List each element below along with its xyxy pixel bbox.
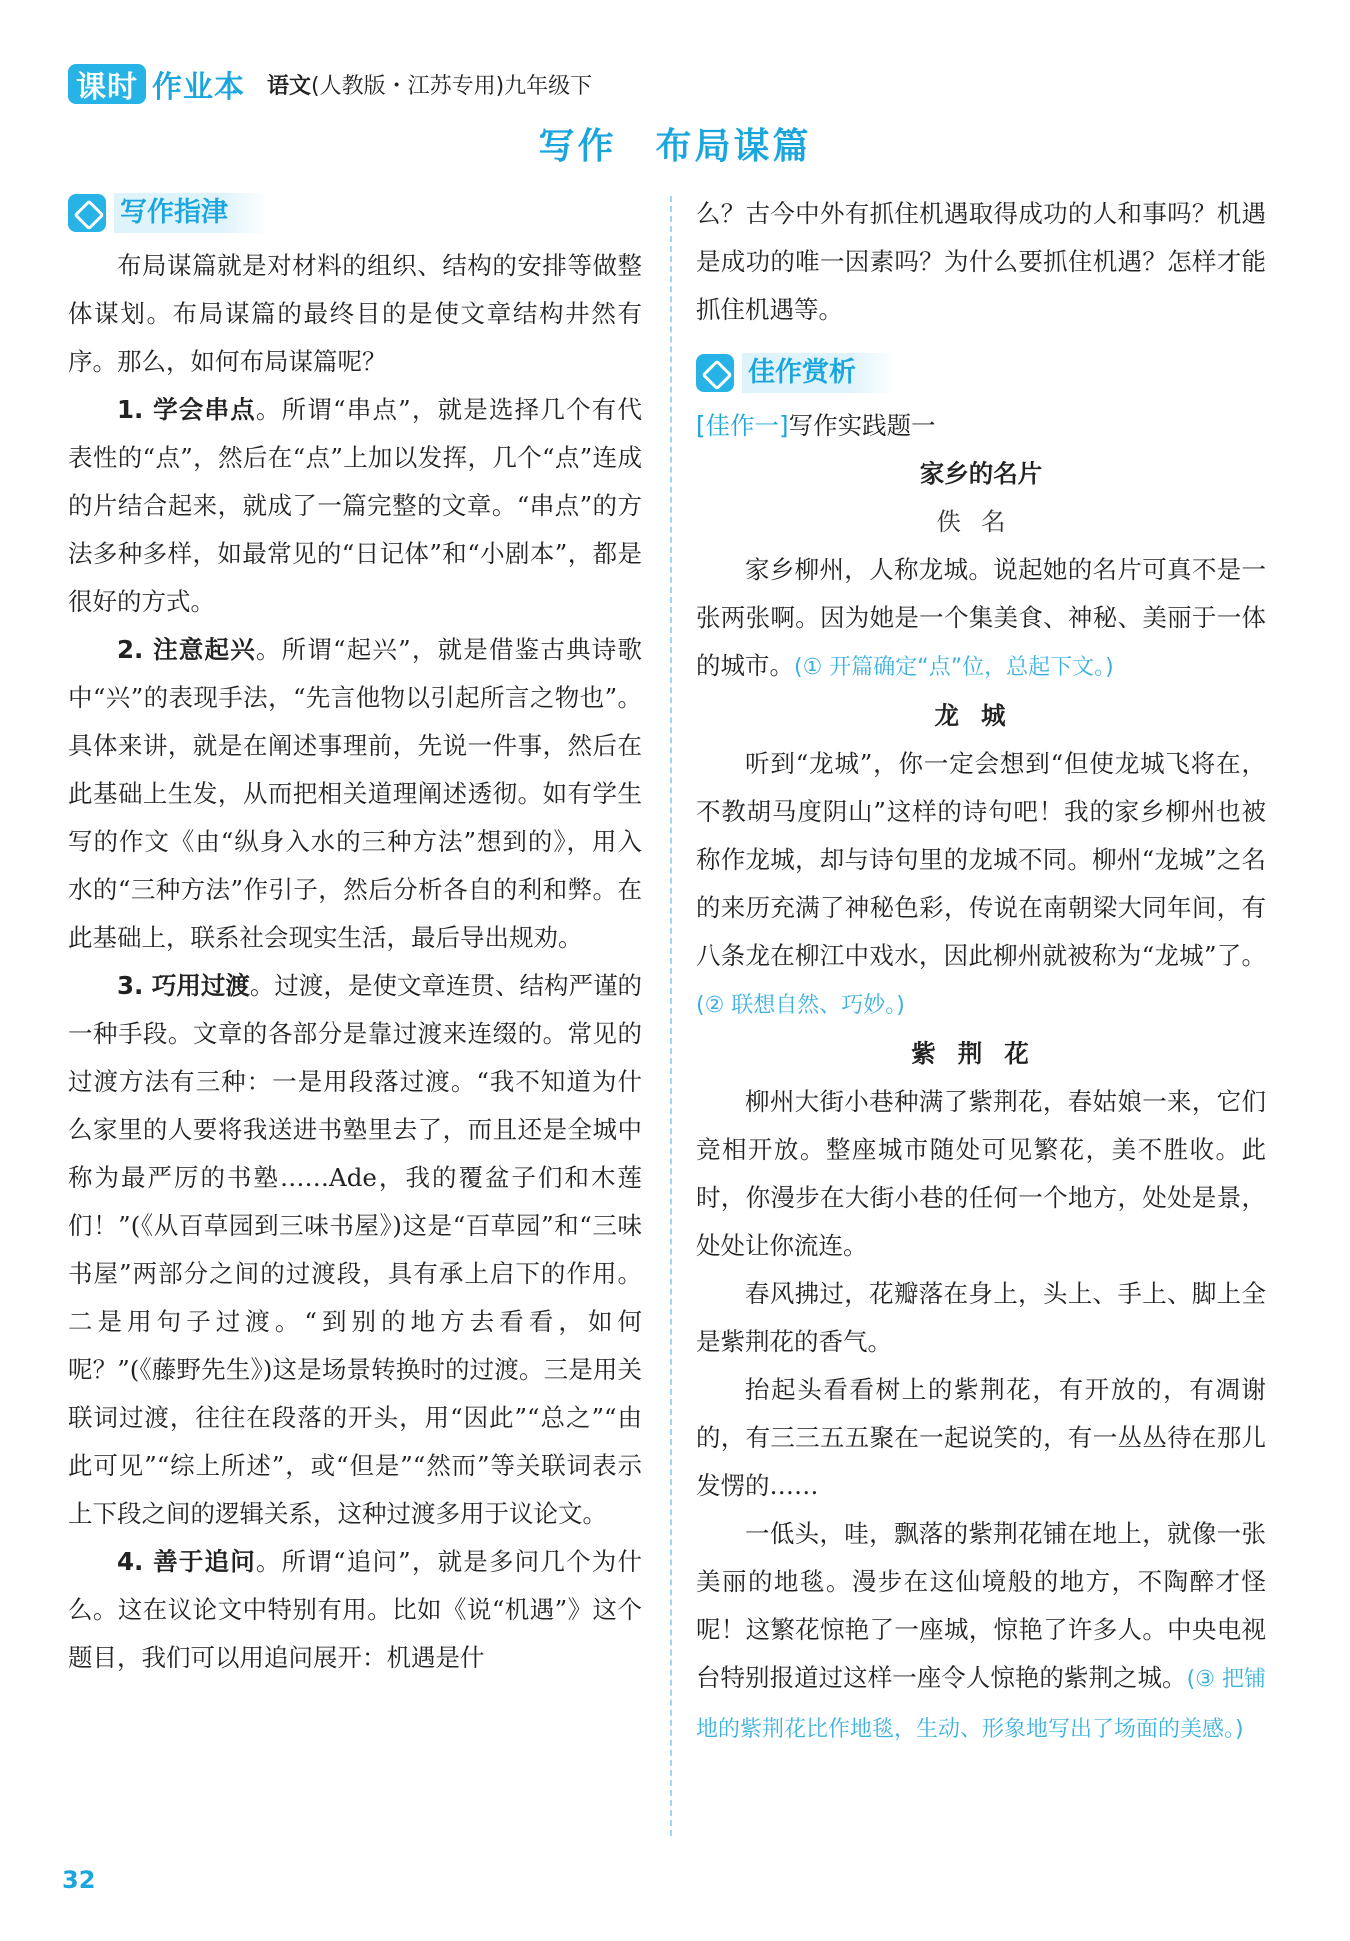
- annotation-note: (② 联想自然、巧妙。): [696, 993, 905, 1018]
- essay-text: 听到“龙城”，你一定会想到“但使龙城飞将在，不教胡马度阴山”这样的诗句吧！我的家乡柳州也被称作龙城，却与诗句里的龙城不同。柳州“龙城”之名的来历充满了神秘色彩，传说在南朝梁大同年间，有八条龙在柳江中戏水，因此柳州就被称为“龙城”了。: [696, 749, 1266, 970]
- left-column: [68, 190, 642, 1682]
- point-title: 3. 巧用过渡: [117, 971, 250, 1000]
- guide-point-2: [68, 626, 642, 962]
- guide-intro: 布局谋篇就是对材料的组织、结构的安排等做整体谋划。布局谋篇的最终目的是使文章结构井然有序。那么，如何布局谋篇呢？: [68, 251, 642, 376]
- column-divider: [670, 196, 672, 1836]
- essay-paragraph: 抬起头看看树上的紫荆花，有开放的，有凋谢的，有三三五五聚在一起说笑的，有一丛丛待在那儿发愣的……: [696, 1375, 1266, 1500]
- logo-part1: 课时: [76, 70, 138, 105]
- page-title: 写作 布局谋篇: [538, 126, 812, 167]
- point-title: 2. 注意起兴: [117, 635, 256, 664]
- annotation-note: (① 开篇确定“点”位，总起下文。): [794, 655, 1114, 680]
- pencil-icon: [696, 354, 734, 392]
- essay-tag: [佳作一]: [696, 411, 789, 440]
- guide-continued: 么？古今中外有抓住机遇取得成功的人和事吗？机遇是成功的唯一因素吗？为什么要抓住机遇？怎样才能抓住机遇等。: [696, 199, 1266, 324]
- header: [68, 62, 592, 106]
- point-text: 。所谓“追问”，就是多问几个为什么。这在议论文中特别有用。比如《说“机遇”》这个题目，我们可以用追问展开：机遇是什: [68, 1547, 642, 1672]
- essay-tag-text: 写作实践题一: [788, 411, 936, 440]
- point-title: 1. 学会串点: [117, 395, 256, 424]
- essay-author: 佚名: [936, 507, 1026, 536]
- essay-paragraph: 柳州大街小巷种满了紫荆花，春姑娘一来，它们竞相开放。整座城市随处可见繁花，美不胜收。此时，你漫步在大街小巷的任何一个地方，处处是景，处处让你流连。: [696, 1087, 1266, 1260]
- pencil-icon: [68, 194, 106, 232]
- essay-paragraph: [696, 1510, 1266, 1754]
- essay-tag-line: [696, 402, 1266, 450]
- section-header-guide: [68, 190, 642, 236]
- section-label-appreciation: 佳作赏析: [742, 353, 896, 393]
- essay-subheading: 龙城: [934, 701, 1028, 730]
- section-label-guide: 写作指津: [114, 193, 268, 233]
- point-text: 。所谓“串点”，就是选择几个有代表性的“点”，然后在“点”上加以发挥，几个“点”连成的片结合起来，就成了一篇完整的文章。“串点”的方法多种多样，如最常见的“日记体”和“小剧本”，都是很好的方式。: [68, 395, 642, 616]
- subject-name: 语文: [267, 73, 312, 99]
- section-header-appreciation: [696, 350, 1266, 396]
- point-text: 。所谓“起兴”，就是借鉴古典诗歌中“兴”的表现手法，“先言他物以引起所言之物也”。具体来讲，就是在阐述事理前，先说一件事，然后在此基础上生发，从而把相关道理阐述透彻。如有学生写的作文《由“纵身入水的三种方法”想到的》，用入水的“三种方法”作引子，然后分析各自的利和弊。在此基础上，联系社会现实生活，最后导出规劝。: [68, 635, 642, 952]
- brand-logo: [68, 64, 146, 104]
- subject-info: [267, 69, 592, 100]
- page-number: 32: [62, 1866, 96, 1894]
- essay-title: 家乡的名片: [919, 459, 1043, 488]
- annotation-note: (③ 把铺地的紫荆花比作地毯，生动、形象地写出了场面的美感。): [696, 1667, 1266, 1742]
- point-text: 。过渡，是使文章连贯、结构严谨的一种手段。文章的各部分是靠过渡来连缀的。常见的过渡方法有三种：一是用段落过渡。“我不知道为什么家里的人要将我送进书塾里去了，而且还是全城中称为最严厉的书塾……Ade，我的覆盆子们和木莲们！”(《从百草园到三味书屋》)这是“百草园”和“三味书屋”两部分之间的过渡段，具有承上启下的作用。二是用句子过渡。“到别的地方去看看，如何呢？”(《藤野先生》)这是场景转换时的过渡。三是用关联词过渡，往往在段落的开头，用“因此”“总之”“由此可见”“综上所述”，或“但是”“然而”等关联词表示上下段之间的逻辑关系，这种过渡多用于议论文。: [68, 971, 643, 1528]
- guide-point-1: [68, 386, 642, 626]
- right-column: [696, 190, 1266, 1754]
- subject-edition: (人教版・江苏专用)九年级下: [311, 73, 593, 99]
- essay-paragraph: 春风拂过，花瓣落在身上，头上、手上、脚上全是紫荆花的香气。: [696, 1279, 1266, 1356]
- guide-point-3: [68, 962, 642, 1538]
- essay-subheading: 紫荆花: [911, 1039, 1051, 1068]
- guide-point-4: [68, 1538, 642, 1682]
- essay-text: 家乡柳州，人称龙城。说起她的名片可真不是一张两张啊。因为她是一个集美食、神秘、美丽于一体的城市。: [696, 555, 1266, 680]
- essay-paragraph: [696, 546, 1266, 692]
- logo-part2: 作业本: [152, 70, 245, 105]
- point-title: 4. 善于追问: [117, 1547, 256, 1576]
- essay-paragraph: [696, 740, 1266, 1030]
- essay-text: 一低头，哇，飘落的紫荆花铺在地上，就像一张美丽的地毯。漫步在这仙境般的地方，不陶醉才怪呢！这繁花惊艳了一座城，惊艳了许多人。中央电视台特别报道过这样一座令人惊艳的紫荆之城。: [696, 1519, 1266, 1692]
